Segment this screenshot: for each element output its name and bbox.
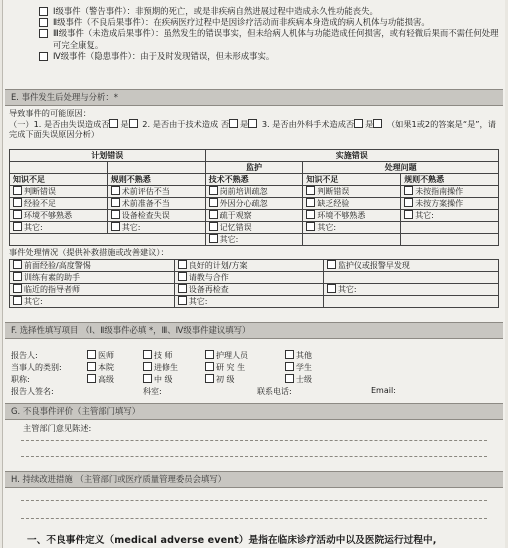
rules-header: 规则不熟悉 [107,174,205,186]
technician-option[interactable]: 技 师 [143,350,154,360]
improve-title: 事件处理情况（提供补救措施或改善建议）： [9,247,169,257]
dashed-line [21,500,487,501]
option-cell[interactable]: 其它: [10,296,175,308]
option-cell[interactable]: 其它: [205,234,303,246]
option-cell[interactable]: 疏于观察 [205,210,303,222]
option-cell[interactable]: 其它: [107,222,205,234]
junior-option[interactable]: 初 级 [205,374,216,384]
definition-footer: 一、不良事件定义（medical adverse event）是指在临床诊疗活动中以及医院运行过程中, [27,535,437,546]
empty-cell [401,222,499,234]
option-cell[interactable]: 经验不足 [10,198,108,210]
q1-yes-checkbox[interactable] [129,119,138,128]
other-option[interactable]: 其他 [285,350,296,360]
option-cell[interactable]: 前面经验/高度警惕 [10,260,175,272]
option-cell[interactable]: 其它: [174,296,323,308]
q3-no-checkbox[interactable] [354,119,363,128]
checkbox[interactable] [39,7,48,16]
option-cell[interactable]: 其它: [323,284,498,296]
table-row [10,186,499,198]
tech-header: 技术不熟悉 [205,174,303,186]
table-row [10,260,499,272]
nurse-option[interactable]: 护理人员 [205,350,216,360]
section-e-header: E. 事件发生后处理与分析：* [5,89,503,106]
grad-option[interactable]: 研 究 生 [205,362,216,372]
table-row [10,272,499,284]
q3-yes-checkbox[interactable] [373,119,382,128]
section-f-header: F. 选择性填写项目 （Ⅰ、Ⅱ级事件必填 *，Ⅲ、Ⅳ级事件建议填写） [5,322,503,339]
table-row [10,296,499,308]
option-cell[interactable]: 未按方案操作 [401,198,499,210]
option-cell[interactable]: 环境不够熟悉 [303,210,401,222]
plan-error-header: 计划错误 [10,150,206,162]
senior-option[interactable]: 高级 [87,374,98,384]
dept-opinion-label: 主管部门意见陈述: [23,423,92,433]
q2-no-checkbox[interactable] [229,119,238,128]
option-cell[interactable]: 请教与合作 [174,272,323,284]
level-2-option[interactable]: Ⅱ级事件（不良后果事件）：在疾病医疗过程中是因诊疗活动而非疾病本身造成的病人机体与功能损害。 [39,17,499,28]
option-cell[interactable]: 其它: [401,210,499,222]
soldier-option[interactable]: 士级 [285,374,296,384]
middle-option[interactable]: 中 级 [143,374,154,384]
option-cell[interactable]: 缺乏经验 [303,198,401,210]
option-cell[interactable]: 术前评估不当 [107,186,205,198]
option-cell[interactable]: 训练有素的助手 [10,272,175,284]
option-cell[interactable]: 其它: [303,222,401,234]
student-option[interactable]: 学生 [285,362,296,372]
doctor-option[interactable]: 医师 [87,350,98,360]
level-3-option[interactable]: Ⅲ级事件（未造成后果事件）：虽然发生的错误事实，但未给病人机体与功能造成任何损害，或有轻微后果而不需任何处理可完全康复。 [39,28,499,50]
table-row [10,210,499,222]
option-cell[interactable]: 判断错误 [303,186,401,198]
q2-yes-checkbox[interactable] [248,119,257,128]
option-cell[interactable]: 术前准备不当 [107,198,205,210]
level-4-option[interactable]: Ⅳ级事件（隐患事件）：由于及时发现错误，但未形成事实。 [39,51,499,62]
option-cell[interactable]: 其它: [10,222,108,234]
table-row [10,222,499,234]
table-row [10,284,499,296]
q1-no-checkbox[interactable] [109,119,118,128]
dashed-line [21,456,487,457]
cause-title: 导致事件的可能原因： [9,108,91,118]
form-page [2,0,505,548]
option-cell[interactable]: 设备检查失误 [107,210,205,222]
table-row [10,198,499,210]
option-cell[interactable]: 监护仪或报警早发现 [323,260,498,272]
knowledge2-header: 知识不足 [303,174,401,186]
section-h-header: H. 持续改进措施 （主管部门或医疗质量管理委员会填写） [5,471,503,488]
option-cell[interactable]: 记忆错误 [205,222,303,234]
option-cell[interactable]: 良好的计划/方案 [174,260,323,272]
option-cell[interactable]: 岗前培训疏忽 [205,186,303,198]
improve-table [9,259,499,308]
option-cell[interactable]: 环境不够熟悉 [10,210,108,222]
trainee-option[interactable]: 进修生 [143,362,154,372]
level-1-option[interactable]: Ⅰ级事件（警告事件）：非预期的死亡，或是非疾病自然进展过程中造成永久性功能丧失。 [39,6,499,17]
error-analysis-table [9,149,499,246]
option-cell[interactable]: 未按指南操作 [401,186,499,198]
option-cell[interactable]: 临近的指导者师 [10,284,175,296]
event-level-list [39,6,499,62]
knowledge-header: 知识不足 [10,174,108,186]
own-staff-option[interactable]: 本院 [87,362,98,372]
cause-questions: （一）1. 是否由失误造成否 是 2. 是否由于技术造成 否 是 3. 是否由外科手术造成否 是 （如果1或2的答案是“是”，请完成下面失误原因分析） [9,118,496,139]
option-cell[interactable]: 设备再检查 [174,284,323,296]
option-cell[interactable]: 外因分心疏忽 [205,198,303,210]
section-g-header: G. 不良事件评价（主管部门填写） [5,403,503,420]
checkbox[interactable] [39,29,48,38]
exec-error-header: 实施错误 [205,150,498,162]
cause-analysis-block [9,108,499,140]
table-row [10,234,499,246]
reporter-info: 报告人: 医师 技 师 护理人员 其他 当事人的类别: 本院 进修生 研 究 生 学生 职称: 高级 中 级 初 级 士级 报告人签名: 科室: 联系电话: Email: [11,351,396,396]
monitor-header: 监护 [205,162,303,174]
option-cell[interactable]: 判断错误 [10,186,108,198]
checkbox[interactable] [39,18,48,27]
rules2-header: 规则不熟悉 [401,174,499,186]
dashed-line [21,518,487,519]
dashed-line [21,440,487,441]
process-issue-header: 处理问题 [303,162,499,174]
checkbox[interactable] [39,52,48,61]
